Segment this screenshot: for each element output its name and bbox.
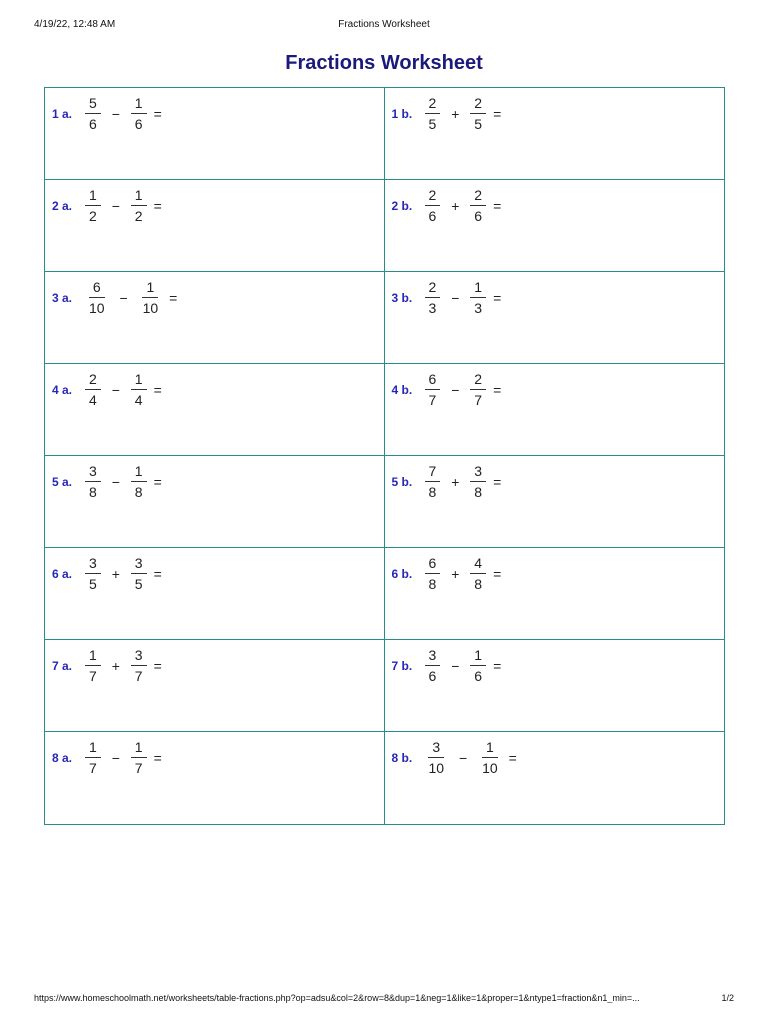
problem-label: 7 b. [391,658,413,673]
fraction-first [85,464,101,499]
equals-sign: = [153,749,162,766]
operator: + [451,105,460,122]
problem-cell [385,272,725,364]
operator: + [111,657,120,674]
denominator: 7 [134,760,143,776]
denominator: 5 [89,576,97,592]
fraction-first [85,280,109,315]
problem-label: 5 a. [52,474,73,489]
operator: − [111,749,120,766]
problem [392,280,502,315]
operator: − [111,105,120,122]
denominator: 8 [474,484,483,500]
problem [392,188,502,223]
fraction-first [85,96,101,131]
problem-grid [44,87,725,825]
fraction-first [85,556,101,591]
numerator: 2 [425,280,441,298]
numerator: 2 [470,96,486,114]
problem-cell [45,548,385,640]
numerator: 1 [85,740,101,758]
fraction-second [470,464,486,499]
fraction-second [131,188,147,223]
denominator: 10 [482,760,498,776]
numerator: 6 [89,280,105,298]
numerator: 7 [425,464,441,482]
fraction-second [470,280,486,315]
numerator: 1 [142,280,158,298]
problem-cell [45,640,385,732]
denominator: 7 [89,668,97,684]
equals-sign: = [493,565,502,582]
problem [52,464,162,499]
fraction-second [131,648,147,683]
denominator: 6 [89,116,97,132]
denominator: 4 [134,392,143,408]
operator: − [119,289,128,306]
numerator: 3 [85,464,101,482]
fraction-second [131,740,147,775]
footer-url: https://www.homeschoolmath.net/worksheets/table-fractions.php?op=adsu&col=2&row=8&dup=1&neg=1&like=1&proper=1&ntype1=fraction&n1_min=... [34,993,640,1003]
numerator: 3 [131,556,147,574]
fraction-second [470,648,486,683]
fraction-second [139,280,163,315]
problem-cell [45,88,385,180]
denominator: 7 [134,668,143,684]
numerator: 1 [470,280,486,298]
denominator: 7 [89,760,97,776]
numerator: 1 [85,648,101,666]
denominator: 6 [474,208,483,224]
problem-cell [385,732,725,824]
problem [52,648,162,683]
fraction-second [131,96,147,131]
denominator: 7 [474,392,483,408]
fraction-second [470,188,486,223]
equals-sign: = [493,657,502,674]
numerator: 2 [85,372,101,390]
numerator: 3 [428,740,444,758]
problem [52,740,162,775]
equals-sign: = [153,473,162,490]
operator: − [111,473,120,490]
equals-sign: = [153,565,162,582]
fraction-first [85,648,101,683]
fraction-first [425,740,449,775]
fraction-first [85,740,101,775]
denominator: 8 [474,576,483,592]
problem-label: 6 b. [391,566,413,581]
problem [392,464,502,499]
numerator: 1 [131,372,147,390]
problem [392,556,502,591]
operator: − [111,197,120,214]
fraction-second [470,556,486,591]
denominator: 2 [89,208,97,224]
fraction-first [85,372,101,407]
print-date: 4/19/22, 12:48 AM [34,19,116,30]
fraction-first [425,96,441,131]
problem-cell [385,548,725,640]
print-doc-title: Fractions Worksheet [338,19,430,30]
equals-sign: = [153,197,162,214]
numerator: 3 [470,464,486,482]
operator: − [451,381,460,398]
problem-cell [45,732,385,824]
equals-sign: = [169,289,178,306]
numerator: 6 [425,372,441,390]
numerator: 5 [85,96,101,114]
equals-sign: = [493,381,502,398]
fraction-second [131,372,147,407]
problem-label: 4 b. [391,382,413,397]
operator: − [111,381,120,398]
denominator: 3 [428,300,437,316]
numerator: 2 [425,96,441,114]
denominator: 3 [474,300,483,316]
equals-sign: = [493,105,502,122]
equals-sign: = [493,197,502,214]
fraction-first [425,280,441,315]
denominator: 6 [134,116,143,132]
equals-sign: = [153,381,162,398]
fraction-second [131,464,147,499]
fraction-first [425,648,441,683]
problem-cell [45,272,385,364]
numerator: 3 [425,648,441,666]
problem [392,372,502,407]
numerator: 3 [131,648,147,666]
numerator: 1 [131,188,147,206]
denominator: 5 [428,116,437,132]
operator: + [451,565,460,582]
fraction-first [85,188,101,223]
denominator: 8 [89,484,97,500]
numerator: 4 [470,556,486,574]
fraction-second [478,740,502,775]
problem-cell [45,180,385,272]
equals-sign: = [508,749,517,766]
problem-label: 3 a. [52,290,73,305]
denominator: 10 [428,760,445,776]
fraction-first [425,188,441,223]
denominator: 6 [428,668,437,684]
problem-label: 8 b. [391,750,413,765]
denominator: 8 [134,484,143,500]
denominator: 7 [428,392,437,408]
problem-label: 1 b. [391,106,413,121]
numerator: 2 [470,188,486,206]
problem-cell [385,456,725,548]
denominator: 8 [428,576,437,592]
fraction-first [425,372,441,407]
numerator: 1 [482,740,498,758]
operator: + [451,197,460,214]
problem-label: 2 a. [52,198,73,213]
fraction-second [470,372,486,407]
fraction-second [131,556,147,591]
numerator: 2 [470,372,486,390]
numerator: 6 [425,556,441,574]
fraction-first [425,464,441,499]
problem [52,188,162,223]
page-number: 1/2 [721,993,734,1003]
denominator: 5 [474,116,483,132]
numerator: 1 [131,96,147,114]
equals-sign: = [153,105,162,122]
problem-cell [385,640,725,732]
problem-label: 6 a. [52,566,73,581]
numerator: 1 [85,188,101,206]
equals-sign: = [493,473,502,490]
operator: − [451,289,460,306]
problem-label: 3 b. [391,290,413,305]
operator: + [451,473,460,490]
problem [392,96,502,131]
denominator: 6 [474,668,483,684]
problem-cell [385,88,725,180]
numerator: 1 [131,740,147,758]
problem-label: 7 a. [52,658,73,673]
problem [392,648,502,683]
denominator: 10 [142,300,159,316]
equals-sign: = [153,657,162,674]
problem-label: 2 b. [391,198,413,213]
denominator: 5 [134,576,143,592]
problem [52,556,162,591]
numerator: 1 [470,648,486,666]
operator: − [458,749,468,766]
numerator: 2 [425,188,441,206]
problem [52,372,162,407]
page-title: Fractions Worksheet [285,52,483,74]
problem-cell [385,364,725,456]
equals-sign: = [493,289,502,306]
problem [392,740,517,775]
fraction-first [425,556,441,591]
fraction-second [470,96,486,131]
denominator: 2 [134,208,143,224]
problem-label: 4 a. [52,382,73,397]
operator: − [451,657,460,674]
problem-label: 1 a. [52,106,73,121]
problem-cell [45,456,385,548]
operator: + [111,565,120,582]
problem-label: 8 a. [52,750,73,765]
numerator: 3 [85,556,101,574]
problem [52,96,162,131]
problem-label: 5 b. [391,474,413,489]
problem-cell [45,364,385,456]
denominator: 10 [89,300,105,316]
problem-cell [385,180,725,272]
denominator: 8 [428,484,437,500]
problem [52,280,177,315]
numerator: 1 [131,464,147,482]
denominator: 6 [428,208,437,224]
denominator: 4 [89,392,97,408]
